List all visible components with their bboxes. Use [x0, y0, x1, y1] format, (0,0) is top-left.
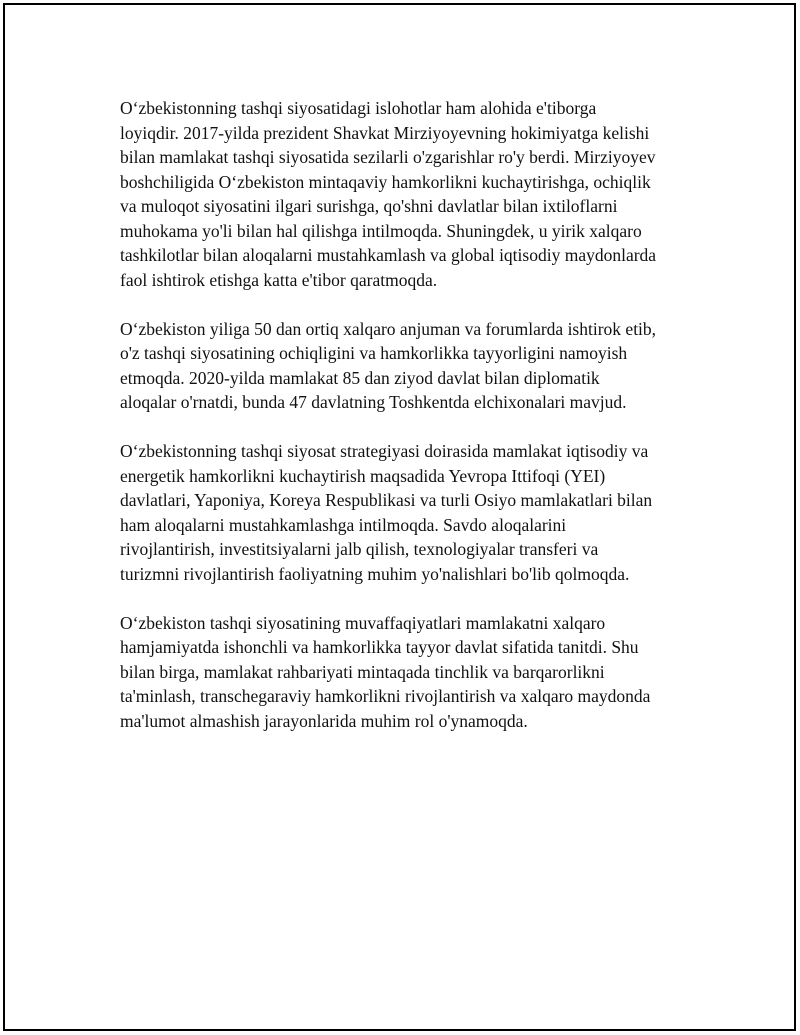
text-line: hamjamiyatda ishonchli va hamkorlikka tayyor davlat sifatida tanitdi. Shu: [120, 637, 639, 657]
paragraph-1: [120, 96, 710, 292]
paragraph-3: [120, 439, 710, 586]
text-line: etmoqda. 2020-yilda mamlakat 85 dan ziyod davlat bilan diplomatik: [120, 367, 600, 388]
text-line: o'z tashqi siyosatining ochiqligini va hamkorlikka tayyorligini namoyish: [120, 343, 628, 363]
text-line: O‘zbekiston yiliga 50 dan ortiq xalqaro anjuman va forumlarda ishtirok etib,: [120, 318, 657, 339]
text-line: davlatlari, Yaponiya, Koreya Respublikasi va turli Osiyo mamlakatlari bilan: [120, 490, 653, 510]
document-body: [120, 96, 710, 758]
text-line: turizmni rivojlantirish faoliyatning muhim yo'nalishlari bo'lib qolmoqda.: [120, 563, 630, 584]
text-line: muhokama yo'li bilan hal qilishga intilmoqda. Shuningdek, u yirik xalqaro: [120, 220, 642, 241]
text-line: ta'minlash, transchegaraviy hamkorlikni rivojlantirish va xalqaro maydonda: [120, 686, 651, 706]
paragraph-2: [120, 317, 710, 415]
text-line: boshchiligida O‘zbekiston mintaqaviy hamkorlikni kuchaytirishga, ochiqlik: [120, 171, 651, 192]
text-line: ma'lumot almashish jarayonlarida muhim rol o'ynamoqda.: [120, 710, 528, 731]
text-line: tashkilotlar bilan aloqalarni mustahkamlash va global iqtisodiy maydonlarda: [120, 245, 657, 265]
text-line: bilan mamlakat tashqi siyosatida sezilarli o'zgarishlar ro'y berdi. Mirziyoyev: [120, 147, 656, 167]
text-line: rivojlantirish, investitsiyalarni jalb qilish, texnologiyalar transferi va: [120, 539, 599, 559]
text-line: va muloqot siyosatini ilgari surishga, qo'shni davlatlar bilan ixtiloflarni: [120, 196, 618, 216]
text-line: O‘zbekiston tashqi siyosatining muvaffaqiyatlari mamlakatni xalqaro: [120, 612, 606, 633]
text-line: energetik hamkorlikni kuchaytirish maqsadida Yevropa Ittifoqi (YEI): [120, 465, 606, 486]
text-line: faol ishtirok etishga katta e'tibor qaratmoqda.: [120, 269, 438, 290]
paragraph-4: [120, 611, 710, 734]
text-line: loyiqdir. 2017-yilda prezident Shavkat Mirziyoyevning hokimiyatga kelishi: [120, 122, 650, 143]
text-line: ham aloqalarni mustahkamlashga intilmoqda. Savdo aloqalarini: [120, 514, 567, 535]
text-line: O‘zbekistonning tashqi siyosatidagi islohotlar ham alohida e'tiborga: [120, 98, 597, 118]
text-line: bilan birga, mamlakat rahbariyati mintaqada tinchlik va barqarorlikni: [120, 661, 605, 682]
document-page: [3, 3, 796, 1031]
text-line: aloqalar o'rnatdi, bunda 47 davlatning Toshkentda elchixonalari mavjud.: [120, 392, 627, 412]
text-line: O‘zbekistonning tashqi siyosat strategiyasi doirasida mamlakat iqtisodiy va: [120, 441, 649, 461]
